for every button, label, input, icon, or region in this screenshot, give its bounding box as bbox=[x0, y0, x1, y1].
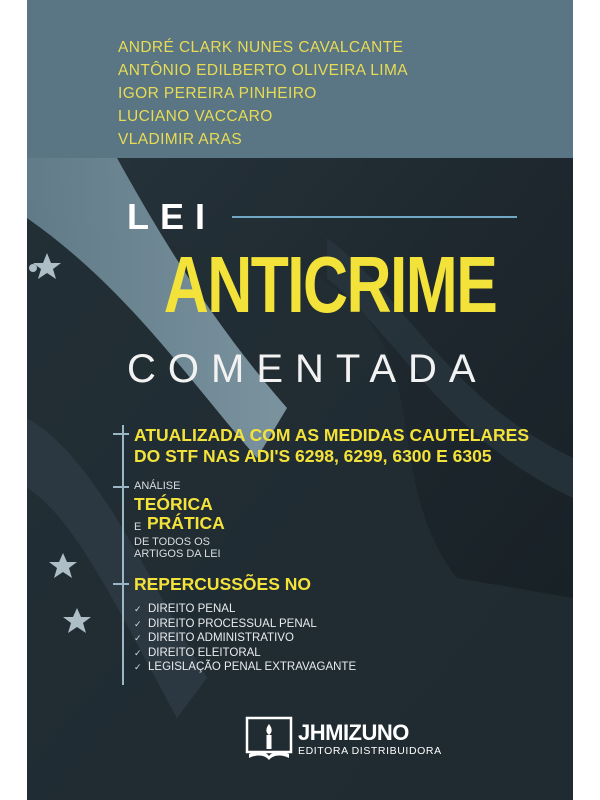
author-name: ANTÔNIO EDILBERTO OLIVEIRA LIMA bbox=[118, 62, 409, 79]
check-icon: ✓ bbox=[134, 647, 142, 658]
title-divider bbox=[232, 216, 517, 218]
list-item-label: DIREITO PENAL bbox=[148, 603, 236, 615]
bullet-rail bbox=[122, 425, 124, 685]
bullet-tick bbox=[113, 583, 129, 585]
check-icon: ✓ bbox=[134, 662, 142, 672]
list-item bbox=[134, 631, 356, 646]
analysis-line: DE TODOS OS bbox=[134, 536, 211, 548]
headline-line: ATUALIZADA COM AS MEDIDAS CAUTELARES bbox=[134, 425, 530, 445]
repercussions-title: REPERCUSSÕES NO bbox=[134, 574, 311, 594]
title-lei: LEI bbox=[127, 196, 217, 237]
update-headline bbox=[134, 425, 529, 467]
book-torch-logo-icon bbox=[245, 716, 293, 762]
author-name: VLADIMIR ARAS bbox=[118, 131, 243, 148]
bullet-tick bbox=[113, 433, 129, 435]
analysis-conjunction: E bbox=[134, 521, 142, 533]
list-item-label: LEGISLAÇÃO PENAL EXTRAVAGANTE bbox=[148, 661, 357, 673]
title-subtitle: COMENTADA bbox=[127, 347, 488, 391]
check-icon: ✓ bbox=[134, 633, 142, 643]
analysis-line: ARTIGOS DA LEI bbox=[134, 548, 221, 560]
bullet-tick bbox=[113, 486, 129, 488]
list-item-label: DIREITO PROCESSUAL PENAL bbox=[148, 617, 317, 630]
check-icon: ✓ bbox=[134, 618, 142, 629]
check-icon: ✓ bbox=[134, 604, 142, 614]
publisher-subtitle: EDITORA DISTRIBUIDORA bbox=[298, 745, 442, 757]
list-item bbox=[134, 646, 356, 661]
author-name: IGOR PEREIRA PINHEIRO bbox=[118, 85, 317, 102]
analysis-label: ANÁLISE bbox=[134, 480, 181, 492]
title-main: ANTICRIME bbox=[163, 240, 497, 329]
list-item bbox=[134, 602, 356, 617]
headline-line: DO STF NAS ADI'S 6298, 6299, 6300 E 6305 bbox=[134, 446, 492, 466]
list-item bbox=[134, 660, 356, 675]
list-item-label: DIREITO ADMINISTRATIVO bbox=[148, 632, 294, 644]
list-item bbox=[134, 617, 356, 632]
book-cover bbox=[27, 0, 573, 800]
analysis-teorica: TEÓRICA bbox=[134, 494, 213, 514]
author-list bbox=[118, 36, 408, 151]
publisher-name: JHMIZUNO bbox=[298, 720, 409, 745]
repercussions-list bbox=[134, 602, 356, 675]
author-name: LUCIANO VACCARO bbox=[118, 108, 273, 125]
author-name: ANDRÉ CLARK NUNES CAVALCANTE bbox=[118, 39, 404, 56]
analysis-pratica: PRÁTICA bbox=[147, 513, 225, 533]
list-item-label: DIREITO ELEITORAL bbox=[148, 646, 261, 659]
